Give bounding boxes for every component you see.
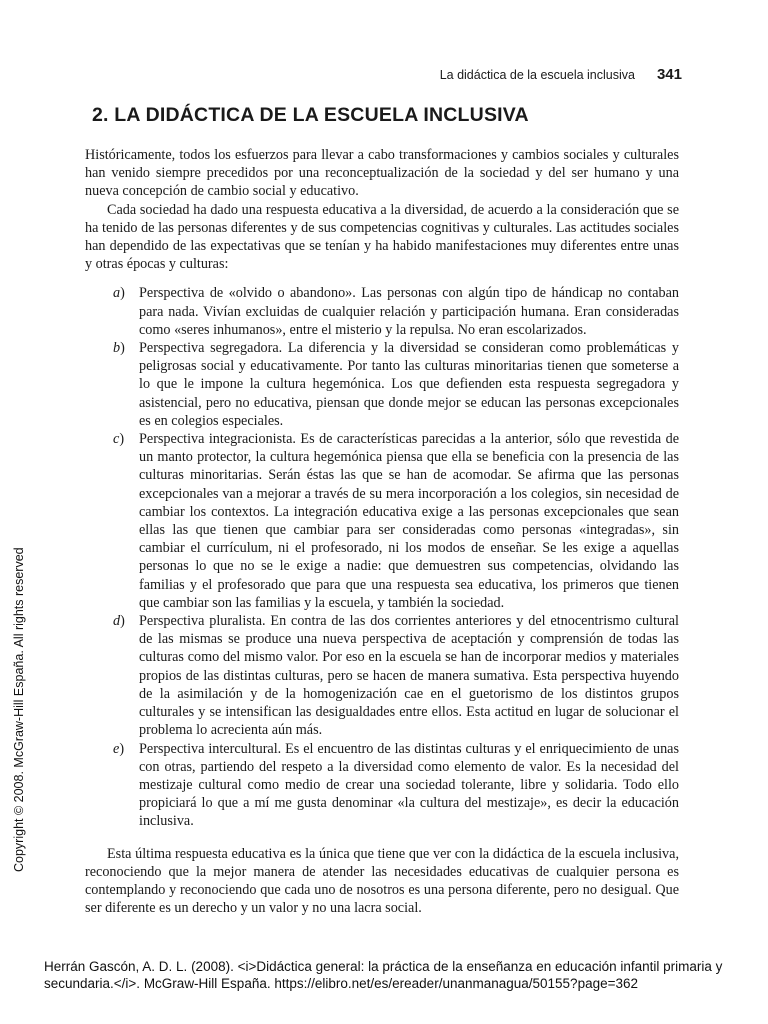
paragraph-2: Cada sociedad ha dado una respuesta educativa a la diversidad, de acuerdo a la consideración que se ha tenido de las personas diferentes y de sus competencias cognitivas y culturales. Las actitudes sociales han dependido de las expectativas que se tenían y ha habido manifestaciones muy diferentes entre unas y otras épocas y culturas: xyxy=(85,201,679,273)
list-item-text: Perspectiva pluralista. En contra de las dos corrientes anteriores y del etnocentrismo cultural de las mismas se produce una nueva perspectiva de aceptación y comprensión de todas las culturas como del mismo valor. Por eso en la escuela se han de incorporar medios y materiales propios de las distintas culturas, pero se hacen de manera sumativa. Esta perspectiva huyendo de la asimilación y de la homogenización cae en el guetorismo de los distintos grupos culturales y se intensifican las desigualdades entre ellos. Esta actitud en lugar de solucionar el problema lo acrecienta aún más. xyxy=(139,613,679,739)
list-item-text: Perspectiva intercultural. Es el encuentro de las distintas culturas y el enriquecimiento de unas con otras, partiendo del respeto a la diversidad como elemento de valor. Es la necesidad del mestizaje cultural como medio de crear una sociedad tolerante, libre y solidaria. Todo ello propiciará lo que a mí me gusta denominar «la cultura del mestizaje», es decir la educación inclusiva. xyxy=(139,740,679,830)
citation-footer: Herrán Gascón, A. D. L. (2008). <i>Didáctica general: la práctica de la enseñanza en educación infantil primaria y secundaria.</i>. McGraw-Hill España. https://elibro.net/es/ereader/unanmanagua/50155?page=362 xyxy=(44,959,723,991)
page-number: 341 xyxy=(656,66,682,83)
list-marker: d xyxy=(113,613,121,630)
list-item-text: Perspectiva integracionista. Es de características parecidas a la anterior, sólo que revestida de un manto protector, la cultura hegemónica piensa que ella se beneficia con la presencia de las culturas minoritarias. Serán éstas las que se han de acomodar. Se afirma que las personas excepcionales van a mejorar a través de su mera incorporación a los colegios, sin necesidad de cambiar los contextos. La integración educativa exige a las personas excepcionales que sean ellas las que tienen que cambiar para ser consideradas como personas «integradas», sin cambiar el currículum, ni el profesorado, ni los modos de enseñar. Se les exige a aquellas personas lo que no se le exige a nadie: que demuestren sus competencias, olvidando las familias y el profesorado que para que una respuesta sea educativa, los primeros que tienen que cambiar son las familias y la escuela, y también la sociedad. xyxy=(139,431,679,611)
list-item-text: Perspectiva segregadora. La diferencia y la diversidad se consideran como problemáticas y peligrosas social y educativamente. Por tanto las culturas minoritarias tienen que someterse a lo que le impone la cultura hegemónica. Los que defienden esta respuesta segregadora y asistencial, pero no educativa, piensan que donde mejor se educan las personas excepcionales es en colegios especiales. xyxy=(139,340,679,429)
list-item: d) Perspectiva pluralista. En contra de las dos corrientes anteriores y del etnocentrismo cultural de las mismas se produce una nueva perspectiva de aceptación y comprensión de todas las culturas como del mismo valor. Por eso en la escuela se han de incorporar medios y materiales propios de las distintas culturas, pero se hacen de manera sumativa. Esta perspectiva huyendo de la asimilación y de la homogenización cae en el guetorismo de los distintos grupos culturales y se intensifican las desigualdades entre ellos. Esta actitud en lugar de solucionar el problema lo acrecienta aún más. xyxy=(113,613,679,739)
list-item: a) Perspectiva de «olvido o abandono». Las personas con algún tipo de hándicap no contaban para nada. Vivían excluidas de cualquier relación y participación humana. Eran consideradas como «seres inhumanos», entre el misterio y la repulsa. No eran escolarizados. xyxy=(113,285,679,338)
list-item: c) Perspectiva integracionista. Es de características parecidas a la anterior, sólo que revestida de un manto protector, la cultura hegemónica piensa que ella se beneficia con la presencia de las culturas minoritarias. Serán éstas las que se han de acomodar. Se afirma que las personas excepcionales van a mejorar a través de su mera incorporación a los colegios, sin necesidad de cambiar los contextos. La integración educativa exige a las personas excepcionales que sean ellas las que tienen que cambiar para ser consideradas como personas «integradas», sin cambiar el currículum, ni el profesorado, ni los modos de enseñar. Se les exige a aquellas personas lo que no se le exige a nadie: que demuestren sus competencias, olvidando las familias y el profesorado que para que una respuesta sea educativa, los primeros que tienen que cambiar son las familias y la escuela, y también la sociedad. xyxy=(113,431,679,611)
list-marker: c xyxy=(113,431,120,448)
list-marker: a xyxy=(113,285,121,302)
running-head xyxy=(440,66,682,83)
copyright-notice: Copyright © 2008. McGraw-Hill España. All rights reserved xyxy=(12,547,26,872)
list-marker: e xyxy=(113,740,120,757)
running-head-title: La didáctica de la escuela inclusiva xyxy=(439,68,635,82)
list-item: e) Perspectiva intercultural. Es el encuentro de las distintas culturas y el enriquecimiento de unas con otras, partiendo del respeto a la diversidad como elemento de valor. Es la necesidad del mestizaje cultural como medio de crear una sociedad tolerante, libre y solidaria. Todo ello propiciará lo que a mí me gusta denominar «la cultura del mestizaje», es decir la educación inclusiva. xyxy=(113,740,679,830)
list-marker: b xyxy=(113,340,121,357)
section-heading: 2. LA DIDÁCTICA DE LA ESCUELA INCLUSIVA xyxy=(92,104,529,126)
body-text xyxy=(85,146,679,917)
perspectives-list xyxy=(85,284,679,830)
paragraph-1: Históricamente, todos los esfuerzos para llevar a cabo transformaciones y cambios sociales y culturales han venido siempre precedidos por una reconceptualización de la sociedad y del ser humano y una nueva concepción de cambio social y educativo. xyxy=(85,147,679,200)
list-item-text: Perspectiva de «olvido o abandono». Las personas con algún tipo de hándicap no contaban para nada. Vivían excluidas de cualquier relación y participación humana. Eran consideradas como «seres inhumanos», entre el misterio y la repulsa. No eran escolarizados. xyxy=(139,285,679,338)
list-item: b) Perspectiva segregadora. La diferencia y la diversidad se consideran como problemáticas y peligrosas social y educativamente. Por tanto las culturas minoritarias tienen que someterse a lo que le impone la cultura hegemónica. Los que defienden esta respuesta segregadora y asistencial, pero no educativa, piensan que donde mejor se educan las personas excepcionales es en colegios especiales. xyxy=(113,340,679,429)
closing-paragraph: Esta última respuesta educativa es la única que tiene que ver con la didáctica de la escuela inclusiva, reconociendo que la mejor manera de atender las necesidades educativas de cualquier persona es contemplando y reconociendo que cada uno de nosotros es una persona diferente, pero no desigual. Que ser diferente es un derecho y un valor y no una lacra social. xyxy=(85,845,679,917)
